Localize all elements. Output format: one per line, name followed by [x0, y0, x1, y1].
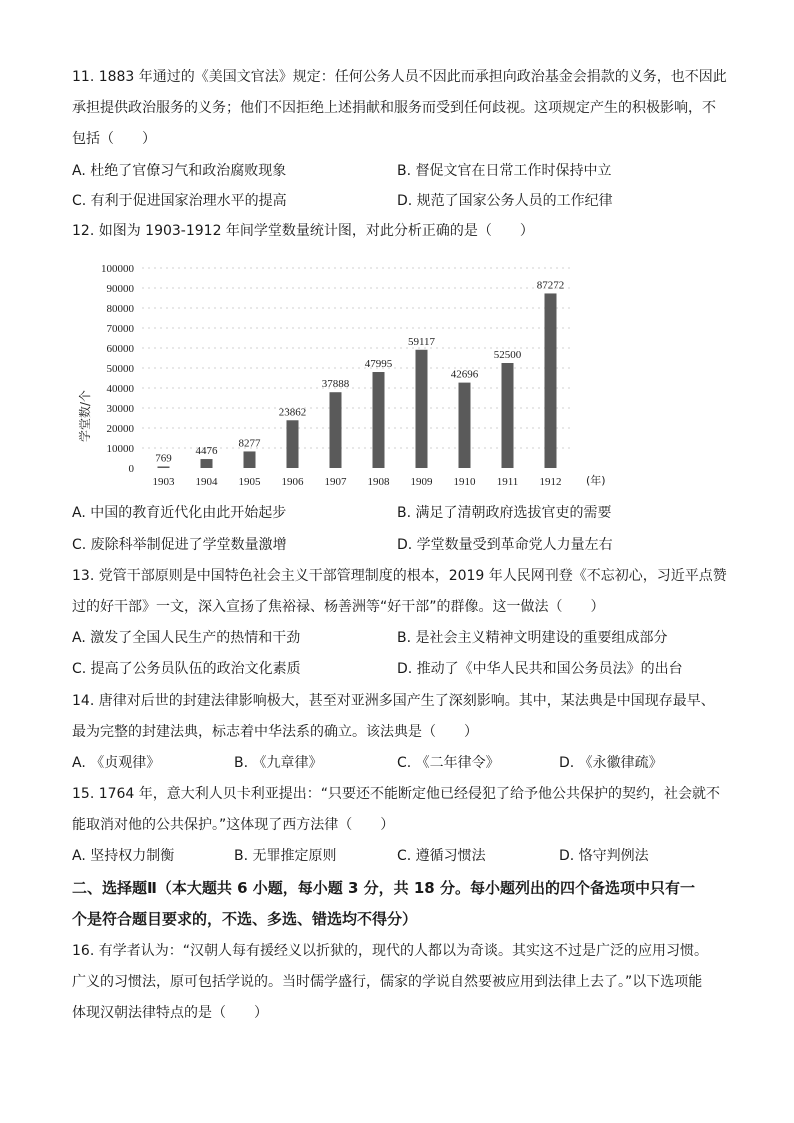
chart-value-label: 4476	[195, 445, 218, 458]
chart-x-tick-label: 1912	[539, 476, 562, 488]
q12-option-c: C. 废除科举制促进了学堂数量激增	[72, 537, 287, 553]
chart-bar-1912	[545, 293, 557, 468]
chart-y-tick-label: 10000	[106, 443, 134, 455]
chart-x-tick-label: 1910	[453, 476, 476, 488]
q15-stem-line-1: 15. 1764 年，意大利人贝卡利亚提出：“只要还不能断定他已经侵犯了给予他公共保护的契约，社会就不	[72, 786, 721, 802]
q14-option-d: D. 《永徽律疏》	[559, 755, 663, 771]
chart-y-tick-label: 30000	[106, 403, 134, 415]
q13-stem-line-2: 过的好干部》一文，深入宣扬了焦裕禄、杨善洲等“好干部”的群像。这一做法（ ）	[72, 599, 605, 615]
q12-option-a: A. 中国的教育近代化由此开始起步	[72, 505, 287, 521]
chart-value-label: 87272	[536, 279, 565, 292]
chart-bar-1904	[201, 459, 213, 468]
chart-x-tick-label: 1905	[238, 476, 261, 488]
chart-x-tick-label: 1911	[496, 476, 519, 488]
q12-option-b: B. 满足了清朝政府选拔官吏的需要	[397, 505, 612, 521]
q13-option-d: D. 推动了《中华人民共和国公务员法》的出台	[397, 661, 683, 677]
chart-bar-1910	[459, 383, 471, 468]
chart-value-label: 769	[155, 452, 172, 465]
q13-option-c: C. 提高了公务员队伍的政治文化素质	[72, 661, 301, 677]
chart-bar-1911	[502, 363, 514, 468]
chart-y-tick-label: 40000	[106, 383, 134, 395]
chart-x-tick-label: 1903	[152, 476, 175, 488]
section-2-heading-line-2: 个是符合题目要求的，不选、多选、错选均不得分）	[72, 910, 418, 928]
q15-option-b: B. 无罪推定原则	[234, 848, 337, 864]
q16-stem-line-1: 16. 有学者认为：“汉朝人每有援经义以折狱的，现代的人都以为奇谈。其实这不过是广泛的应用习惯。	[72, 943, 708, 959]
chart-value-label: 8277	[238, 437, 261, 450]
q11-stem-line-2: 承担提供政治服务的义务；他们不因拒绝上述捐献和服务而受到任何歧视。这项规定产生的积极影响，不	[72, 100, 716, 116]
chart-x-tick-label: 1907	[324, 476, 347, 488]
chart-y-tick-label: 80000	[106, 303, 134, 315]
chart-x-tick-label: 1908	[367, 476, 390, 488]
q16-stem-line-2: 广义的习惯法，原可包括学说的。当时儒学盛行，儒家的学说自然要被应用到法律上去了。”以下选项能	[72, 974, 703, 990]
q14-stem-line-2: 最为完整的封建法典，标志着中华法系的确立。该法典是（ ）	[72, 724, 478, 740]
chart-value-label: 42696	[450, 368, 479, 381]
q15-option-d: D. 恪守判例法	[559, 848, 649, 864]
q14-option-c: C. 《二年律令》	[397, 755, 500, 771]
chart-bar-1905	[244, 451, 256, 468]
q11-stem-line-3: 包括（ ）	[72, 131, 156, 147]
q13-stem-line-1: 13. 党管干部原则是中国特色社会主义干部管理制度的根本，2019 年人民网刊登《不忘初心，习近平点赞	[72, 568, 727, 584]
chart-value-label: 59117	[407, 335, 436, 348]
chart-y-tick-label: 0	[128, 463, 134, 475]
chart-value-label: 47995	[364, 358, 393, 371]
chart-y-tick-label: 100000	[101, 263, 134, 275]
q14-option-b: B. 《九章律》	[234, 755, 323, 771]
q11-option-d: D. 规范了国家公务人员的工作纪律	[397, 193, 613, 209]
chart-x-tick-label: 1904	[195, 476, 218, 488]
chart-x-tick-label: 1906	[281, 476, 304, 488]
q15-option-c: C. 遵循习惯法	[397, 848, 486, 864]
chart-y-axis-label: 学堂数/个	[78, 389, 92, 443]
chart-value-label: 37888	[321, 378, 350, 391]
chart-bar-1903	[158, 466, 170, 468]
q11-stem-line-1: 11. 1883 年通过的《美国文官法》规定：任何公务人员不因此而承担向政治基金会捐款的义务，也不因此	[72, 69, 727, 85]
chart-bar-1908	[373, 372, 385, 468]
q14-stem-line-1: 14. 唐律对后世的封建法律影响极大，甚至对亚洲多国产生了深刻影响。其中，某法典是中国现存最早、	[72, 693, 715, 709]
section-2-heading-line-1: 二、选择题Ⅱ（本大题共 6 小题，每小题 3 分，共 18 分。每小题列出的四个备选项中只有一	[72, 879, 695, 897]
q11-option-c: C. 有利于促进国家治理水平的提高	[72, 193, 287, 209]
q15-option-a: A. 坚持权力制衡	[72, 848, 175, 864]
chart-y-tick-label: 60000	[106, 343, 134, 355]
q12-stem-line-1: 12. 如图为 1903-1912 年间学堂数量统计图，对此分析正确的是（ ）	[72, 223, 534, 239]
chart-bar-1906	[287, 420, 299, 468]
chart-value-label: 23862	[278, 406, 307, 419]
chart-y-tick-label: 70000	[106, 323, 134, 335]
chart-x-tick-label: 1909	[410, 476, 433, 488]
q15-stem-line-2: 能取消对他的公共保护。”这体现了西方法律（ ）	[72, 817, 395, 833]
q12-option-d: D. 学堂数量受到革命党人力量左右	[397, 537, 613, 553]
q14-option-a: A. 《贞观律》	[72, 755, 161, 771]
chart-y-tick-label: 90000	[106, 283, 134, 295]
q13-option-a: A. 激发了全国人民生产的热情和干劲	[72, 630, 301, 646]
chart-y-tick-label: 50000	[106, 363, 134, 375]
q13-option-b: B. 是社会主义精神文明建设的重要组成部分	[397, 630, 668, 646]
school-count-bar-chart	[72, 256, 632, 496]
q11-option-a: A. 杜绝了官僚习气和政治腐败现象	[72, 163, 287, 179]
chart-y-tick-label: 20000	[106, 423, 134, 435]
chart-bar-1909	[416, 350, 428, 468]
chart-x-unit-label: (年)	[586, 474, 606, 487]
chart-bar-1907	[330, 392, 342, 468]
q11-option-b: B. 督促文官在日常工作时保持中立	[397, 163, 612, 179]
chart-value-label: 52500	[493, 349, 522, 361]
q16-stem-line-3: 体现汉朝法律特点的是（ ）	[72, 1005, 268, 1021]
